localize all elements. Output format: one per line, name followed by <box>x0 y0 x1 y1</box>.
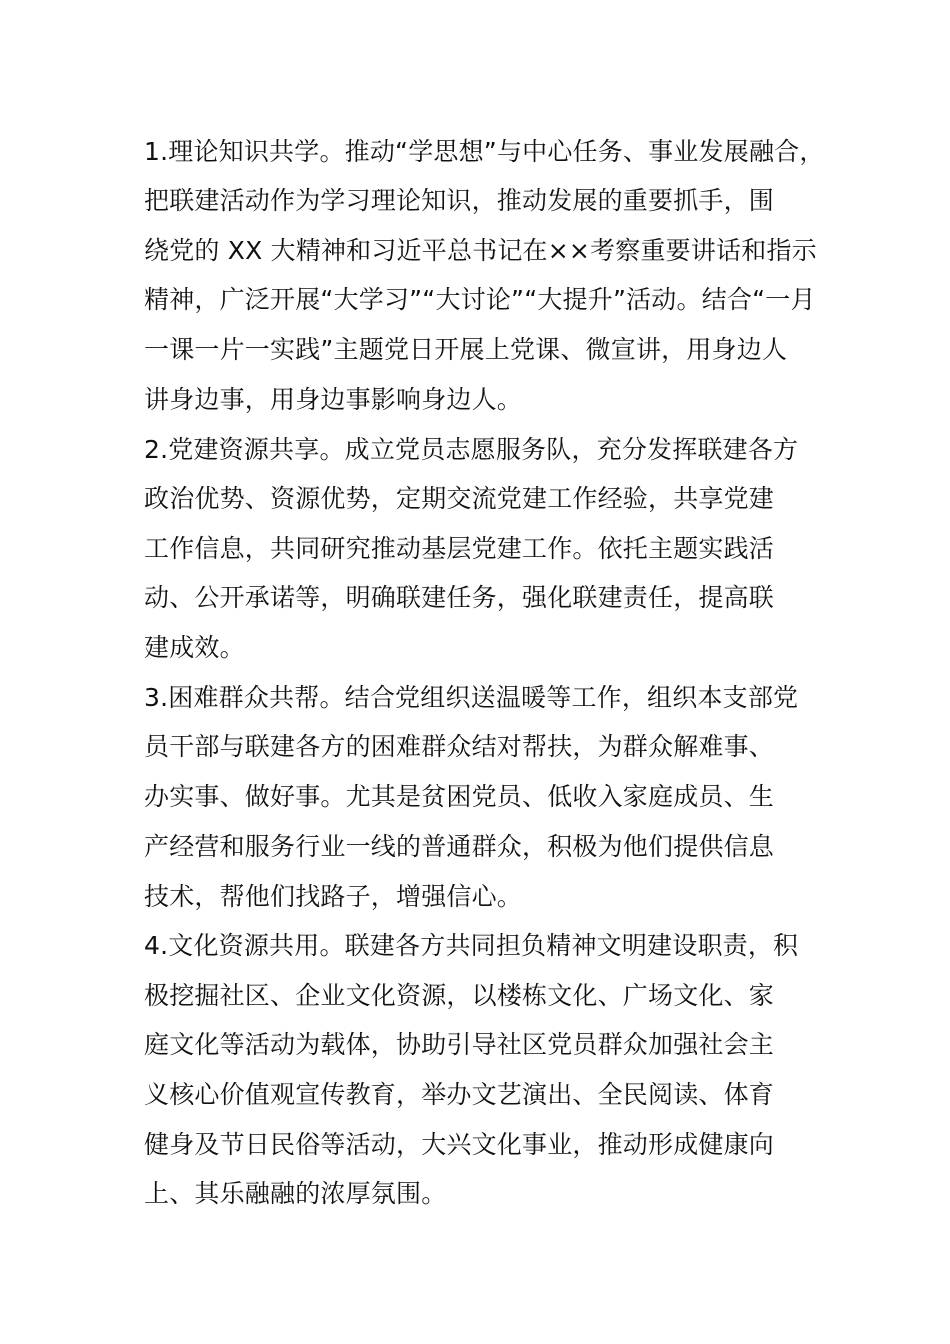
paragraph-3-line-1: 3.困难群众共帮。结合党组织送温暖等工作，组织本支部党 <box>144 683 799 712</box>
paragraph-3-line-4: 产经营和服务行业一线的普通群众，积极为他们提供信息 <box>144 832 775 861</box>
paragraph-2-line-4: 动、公开承诺等，明确联建任务，强化联建责任，提高联 <box>144 583 775 612</box>
paragraph-1-line-6: 讲身边事，用身边事影响身边人。 <box>144 385 523 414</box>
paragraph-4-line-5: 健身及节日民俗等活动，大兴文化事业，推动形成健康向 <box>144 1130 775 1159</box>
paragraph-1-line-5: 一课一片一实践”主题党日开展上党课、微宣讲，用身边人 <box>144 335 788 364</box>
paragraph-1-line-3: 绕党的 XX 大精神和习近平总书记在××考察重要讲话和指示 <box>144 236 817 265</box>
paragraph-1-line-2: 把联建活动作为学习理论知识，推动发展的重要抓手，围 <box>144 186 775 215</box>
paragraph-2-line-2: 政治优势、资源优势，定期交流党建工作经验，共享党建 <box>144 484 775 513</box>
paragraph-4-line-4: 义核心价值观宣传教育，举办文艺演出、全民阅读、体育 <box>144 1080 775 1109</box>
paragraph-2-line-1: 2.党建资源共享。成立党员志愿服务队，充分发挥联建各方 <box>144 435 799 464</box>
paragraph-4-line-3: 庭文化等活动为载体，协助引导社区党员群众加强社会主 <box>144 1030 775 1059</box>
paragraph-4-line-1: 4.文化资源共用。联建各方共同担负精神文明建设职责，积 <box>144 931 799 960</box>
paragraph-3-line-5: 技术，帮他们找路子，增强信心。 <box>144 882 523 911</box>
paragraph-4-line-6: 上、其乐融融的浓厚氛围。 <box>144 1179 447 1208</box>
paragraph-1-line-4: 精神，广泛开展“大学习”“大讨论”“大提升”活动。结合“一月 <box>144 285 816 314</box>
paragraph-1-line-1: 1.理论知识共学。推动“学思想”与中心任务、事业发展融合， <box>144 137 825 166</box>
paragraph-2-line-3: 工作信息，共同研究推动基层党建工作。依托主题实践活 <box>144 534 775 563</box>
paragraph-3-line-2: 员干部与联建各方的困难群众结对帮扶，为群众解难事、 <box>144 732 775 761</box>
paragraph-3-line-3: 办实事、做好事。尤其是贫困党员、低收入家庭成员、生 <box>144 782 775 811</box>
paragraph-2-line-5: 建成效。 <box>144 633 245 662</box>
paragraph-4-line-2: 极挖掘社区、企业文化资源，以楼栋文化、广场文化、家 <box>144 981 775 1010</box>
